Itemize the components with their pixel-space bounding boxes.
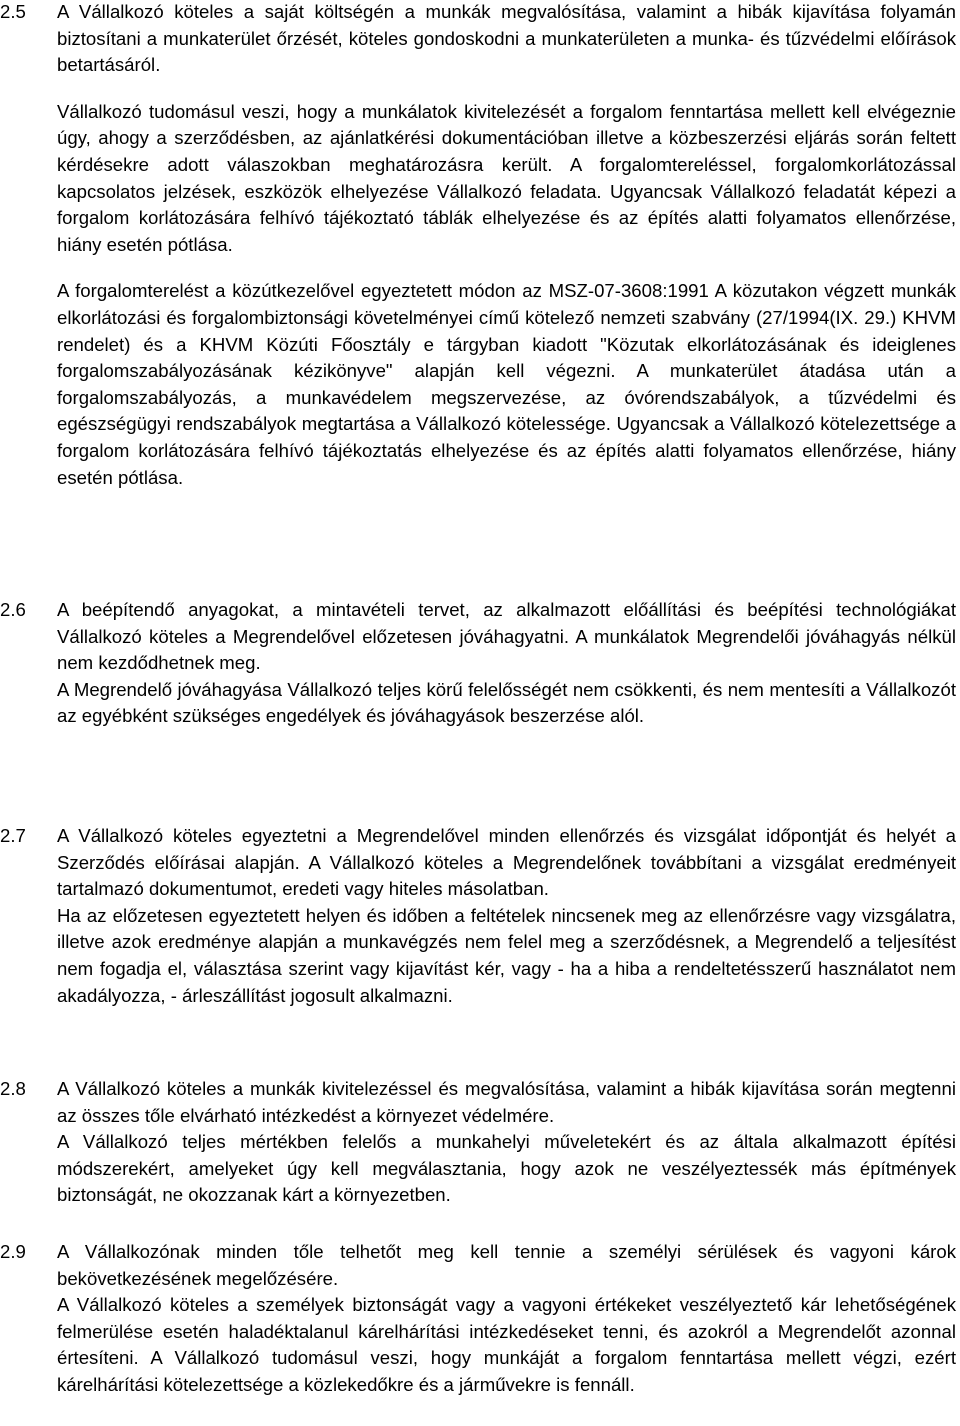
section-2-8 [0, 1076, 956, 1209]
section-2-6 [0, 597, 956, 730]
section-body [57, 823, 956, 1009]
paragraph: A Vállalkozó köteles a saját költségén a munkák megvalósítása, valamint a hibák kijavítása folyamán biztosítani a munkaterület őrzését, köteles gondoskodni a munkaterületen a munka- és tűzvédelmi előírások betartásáról. [57, 1, 956, 76]
section-body [57, 1239, 956, 1399]
paragraph: A Vállalkozó köteles a személyek biztonságát vagy a vagyoni értékeket veszélyeztető kár lehetőségének felmerülése esetén haladéktalanul kárelhárítási intézkedéseket tenni, és azokról a Megrendelőt azonnal értesíteni. A Vállalkozó tudomásul veszi, hogy munkáját a forgalom fenntartása mellett végzi, ezért kárelhárítási kötelezettsége a közlekedőkre és a járművekre is fennáll. [57, 1294, 956, 1395]
section-body [57, 597, 956, 730]
paragraph: A Vállalkozó köteles egyeztetni a Megrendelővel minden ellenőrzés és vizsgálat időpontját és helyét a Szerződés előírásai alapján. A Vállalkozó köteles a Megrendelőnek továbbítani a vizsgálat eredményeit tartalmazó dokumentumot, eredeti vagy hiteles másolatban. [57, 825, 956, 900]
section-number: 2.6 [0, 599, 26, 620]
section-2-9 [0, 1239, 956, 1399]
paragraph: A beépítendő anyagokat, a mintavételi tervet, az alkalmazott előállítási és beépítési technológiákat Vállalkozó köteles a Megrendelővel előzetesen jóváhagyatni. A munkálatok Megrendelői jóváhagyás nélkül nem kezdődhetnek meg. [57, 599, 956, 674]
paragraph: A forgalomterelést a közútkezelővel egyeztetett módon az MSZ-07-3608:1991 A közutakon végzett munkák elkorlátozási és forgalombiztonsági követelményei című kötelező nemzeti szabvány (27/1994(IX. 29.) KHVM rendelet) és a KHVM Közúti Főosztály e tárgyban kiadott "Közutak elkorlátozásának és ideiglenes forgalomszabályozásának kézikönyve" alapján kell végezni. A munkaterület átadása után a forgalomszabályozás, a munkavédelem megszervezése, az óvórendszabályok, a tűzvédelmi és egészségügyi rendszabályok megtartása a Vállalkozó kötelessége. Ugyancsak a Vállalkozó kötelezettsége a forgalom korlátozására felhívó tájékoztatás elhelyezése és az építés alatti folyamatos ellenőrzése, hiány esetén pótlása. [57, 280, 956, 488]
section-body [57, 0, 956, 491]
section-number: 2.5 [0, 1, 26, 22]
paragraph: A Vállalkozónak minden tőle telhetőt meg kell tennie a személyi sérülések és vagyoni károk bekövetkezésének megelőzésére. [57, 1241, 956, 1289]
section-2-5 [0, 0, 956, 491]
section-2-7 [0, 823, 956, 1009]
paragraph: A Megrendelő jóváhagyása Vállalkozó teljes körű felelősségét nem csökkenti, és nem mentesíti a Vállalkozót az egyébként szükséges engedélyek és jóváhagyások beszerzése alól. [57, 678, 956, 727]
paragraph: A Vállalkozó köteles a munkák kivitelezéssel és megvalósítása, valamint a hibák kijavítása során megtenni az összes tőle elvárható intézkedést a környezet védelmére. [57, 1078, 956, 1126]
section-number: 2.7 [0, 825, 26, 846]
paragraph: Vállalkozó tudomásul veszi, hogy a munkálatok kivitelezését a forgalom fenntartása mellett kell elvégeznie úgy, ahogy a szerződésben, az ajánlatkérési dokumentációban illetve a közbeszerzési eljárás során feltett kérdésekre adott válaszokban meghatározásra került. A forgalomtereléssel, forgalomkorlátozással kapcsolatos jelzések, eszközök elhelyezése Vállalkozó feladata. Ugyancsak Vállalkozó feladatát képezi a forgalom korlátozására felhívó tájékoztató táblák elhelyezése és az építés alatti folyamatos ellenőrzése, hiány esetén pótlása. [57, 100, 956, 255]
paragraph: Ha az előzetesen egyeztetett helyen és időben a feltételek nincsenek meg az ellenőrzésre vagy vizsgálatra, illetve azok eredménye alapján a munkavégzés nem felel meg a szerződésnek, a Megrendelő a teljesítést nem fogadja el, választása szerint vagy kijavítást kér, vagy - ha a hiba a rendeltetésszerű használatot nem akadályozza, - árleszállítást jogosult alkalmazni. [57, 904, 956, 1006]
paragraph: A Vállalkozó teljes mértékben felelős a munkahelyi műveletekért és az általa alkalmazott építési módszerekért, amelyeket úgy kell megválasztania, hogy azok ne veszélyeztessék más építmények biztonságát, ne okozzanak kárt a környezetben. [57, 1131, 956, 1206]
section-number: 2.8 [0, 1078, 26, 1099]
section-body [57, 1076, 956, 1209]
section-number: 2.9 [0, 1241, 26, 1262]
